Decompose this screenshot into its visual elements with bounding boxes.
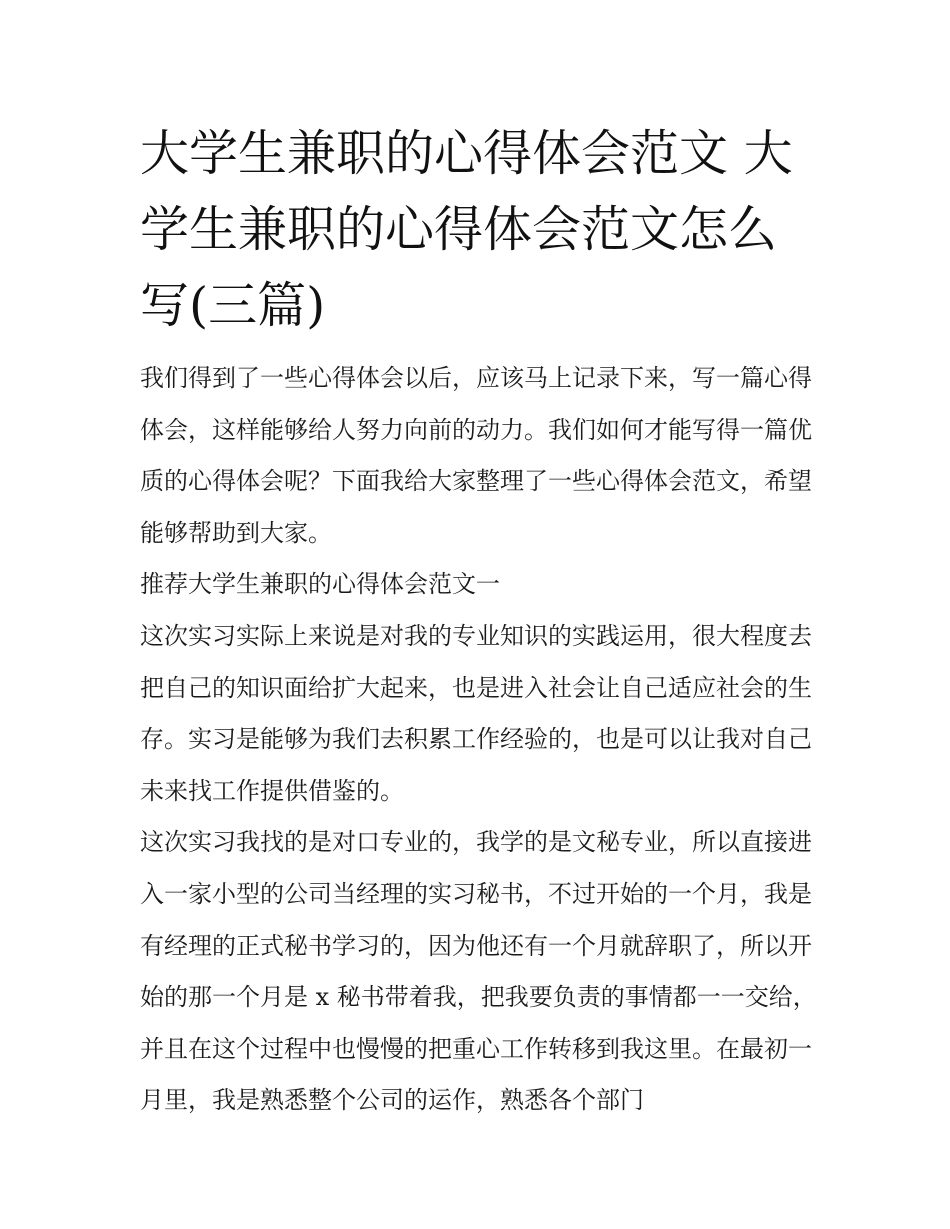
body-paragraph: 这次实习我找的是对口专业的，我学的是文秘专业，所以直接进入一家小型的公司当经理的实习秘书，不过开始的一个月，我是有经理的正式秘书学习的，因为他还有一个月就辞职了，所以开始的那一个月是 x 秘书带着我，把我要负责的事情都一一交给，并且在这个过程中也慢慢的把重心工作转移到我这里。在最初一月里，我是熟悉整个公司的运作，熟悉各个部门 xyxy=(140,828,817,1115)
document-body xyxy=(140,353,820,1127)
body-paragraph: 这次实习实际上来说是对我的专业知识的实践运用，很大程度去把自己的知识面给扩大起来，也是进入社会让自己适应社会的生存。实习是能够为我们去积累工作经验的，也是可以让我对自己未来找工作提供借鉴的。 xyxy=(140,621,812,805)
intro-paragraph: 我们得到了一些心得体会以后，应该马上记录下来，写一篇心得体会，这样能够给人努力向前的动力。我们如何才能写得一篇优质的心得体会呢？下面我给大家整理了一些心得体会范文，希望能够帮助到大家。 xyxy=(140,364,812,547)
document-title: 大学生兼职的心得体会范文 大学生兼职的心得体会范文怎么写(三篇) xyxy=(140,125,793,334)
section-heading: 推荐大学生兼职的心得体会范文一 xyxy=(140,570,500,599)
